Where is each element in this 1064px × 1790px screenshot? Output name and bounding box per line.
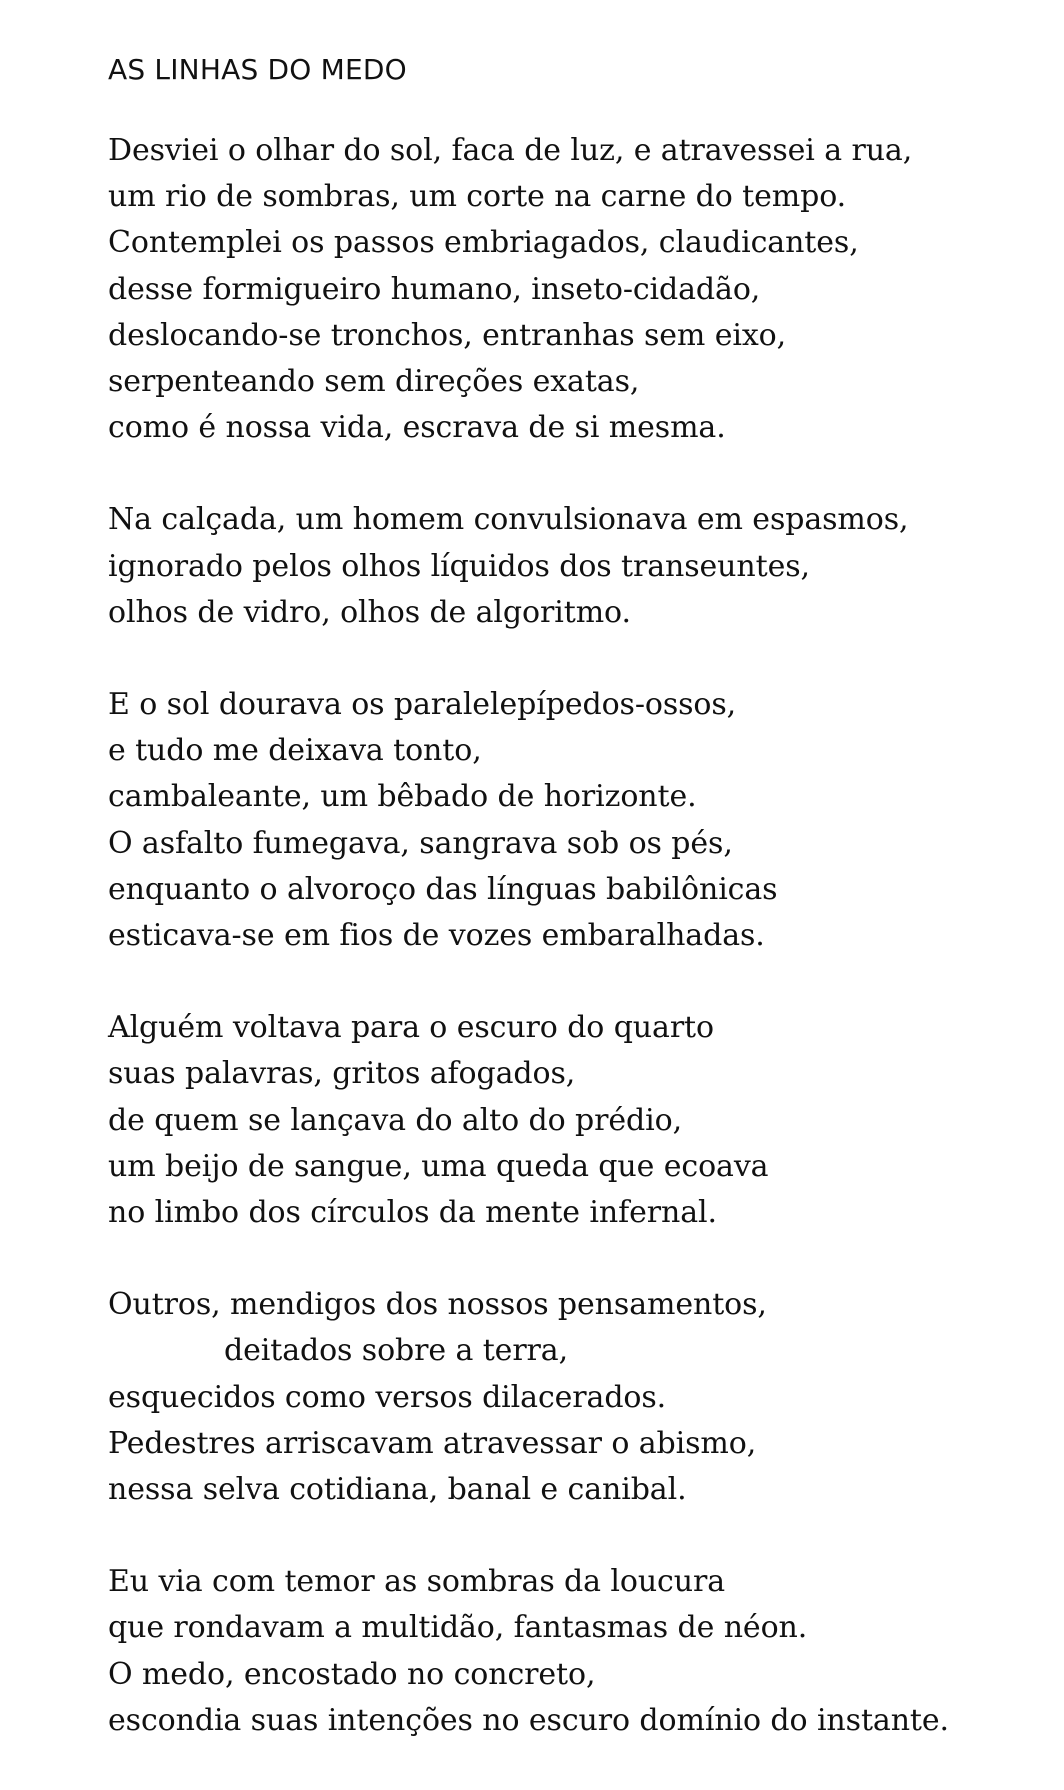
poem-line: Contemplei os passos embriagados, claudicantes, bbox=[108, 225, 859, 261]
poem-line: e tudo me deixava tonto, bbox=[108, 733, 482, 769]
poem-line: um rio de sombras, um corte na carne do tempo. bbox=[108, 179, 847, 215]
poem-line: cambaleante, um bêbado de horizonte. bbox=[108, 779, 697, 815]
poem-line: desse formigueiro humano, inseto-cidadão, bbox=[108, 271, 761, 307]
poem-line: esquecidos como versos dilacerados. bbox=[108, 1379, 667, 1415]
poem-line: O medo, encostado no concreto, bbox=[108, 1656, 596, 1692]
poem-line: Alguém voltava para o escuro do quarto bbox=[108, 1010, 714, 1046]
stanza-3 bbox=[108, 682, 1038, 959]
poem-line: no limbo dos círculos da mente infernal. bbox=[108, 1195, 717, 1231]
stanza-6 bbox=[108, 1559, 1038, 1744]
poem-line: suas palavras, gritos afogados, bbox=[108, 1056, 576, 1092]
poem-title: AS LINHAS DO MEDO bbox=[108, 53, 407, 86]
stanza-5 bbox=[108, 1282, 1038, 1513]
poem-line: deslocando-se tronchos, entranhas sem eixo, bbox=[108, 317, 787, 353]
poem-line: Outros, mendigos dos nossos pensamentos, bbox=[108, 1287, 767, 1323]
poem-line-indented: deitados sobre a terra, bbox=[224, 1333, 569, 1369]
poem-line: Na calçada, um homem convulsionava em espasmos, bbox=[108, 502, 909, 538]
poem-line: Desviei o olhar do sol, faca de luz, e atravessei a rua, bbox=[108, 133, 913, 168]
poem-line: Eu via com temor as sombras da loucura bbox=[108, 1564, 726, 1600]
poem-line: Pedestres arriscavam atravessar o abismo, bbox=[108, 1425, 757, 1461]
poem-line: enquanto o alvoroço das línguas babilônicas bbox=[108, 871, 778, 907]
stanza-2 bbox=[108, 497, 1038, 636]
poem-line: ignorado pelos olhos líquidos dos transeuntes, bbox=[108, 548, 810, 584]
poem-line: O asfalto fumegava, sangrava sob os pés, bbox=[108, 825, 733, 861]
poem-page bbox=[108, 48, 1038, 1790]
poem-line: E o sol dourava os paralelepípedos-ossos, bbox=[108, 687, 737, 723]
poem-line: serpenteando sem direções exatas, bbox=[108, 364, 640, 400]
poem-line: como é nossa vida, escrava de si mesma. bbox=[108, 410, 726, 446]
poem-line: olhos de vidro, olhos de algoritmo. bbox=[108, 594, 631, 630]
poem-line: esticava-se em fios de vozes embaralhadas. bbox=[108, 918, 765, 954]
poem-line: um beijo de sangue, uma queda que ecoava bbox=[108, 1148, 769, 1184]
poem-line: de quem se lançava do alto do prédio, bbox=[108, 1102, 683, 1138]
poem-line: que rondavam a multidão, fantasmas de néon. bbox=[108, 1610, 808, 1646]
stanza-4 bbox=[108, 1005, 1038, 1236]
stanza-1 bbox=[108, 128, 1038, 451]
poem-line: escondia suas intenções no escuro domínio do instante. bbox=[108, 1702, 949, 1738]
poem-line: nessa selva cotidiana, banal e canibal. bbox=[108, 1472, 687, 1508]
